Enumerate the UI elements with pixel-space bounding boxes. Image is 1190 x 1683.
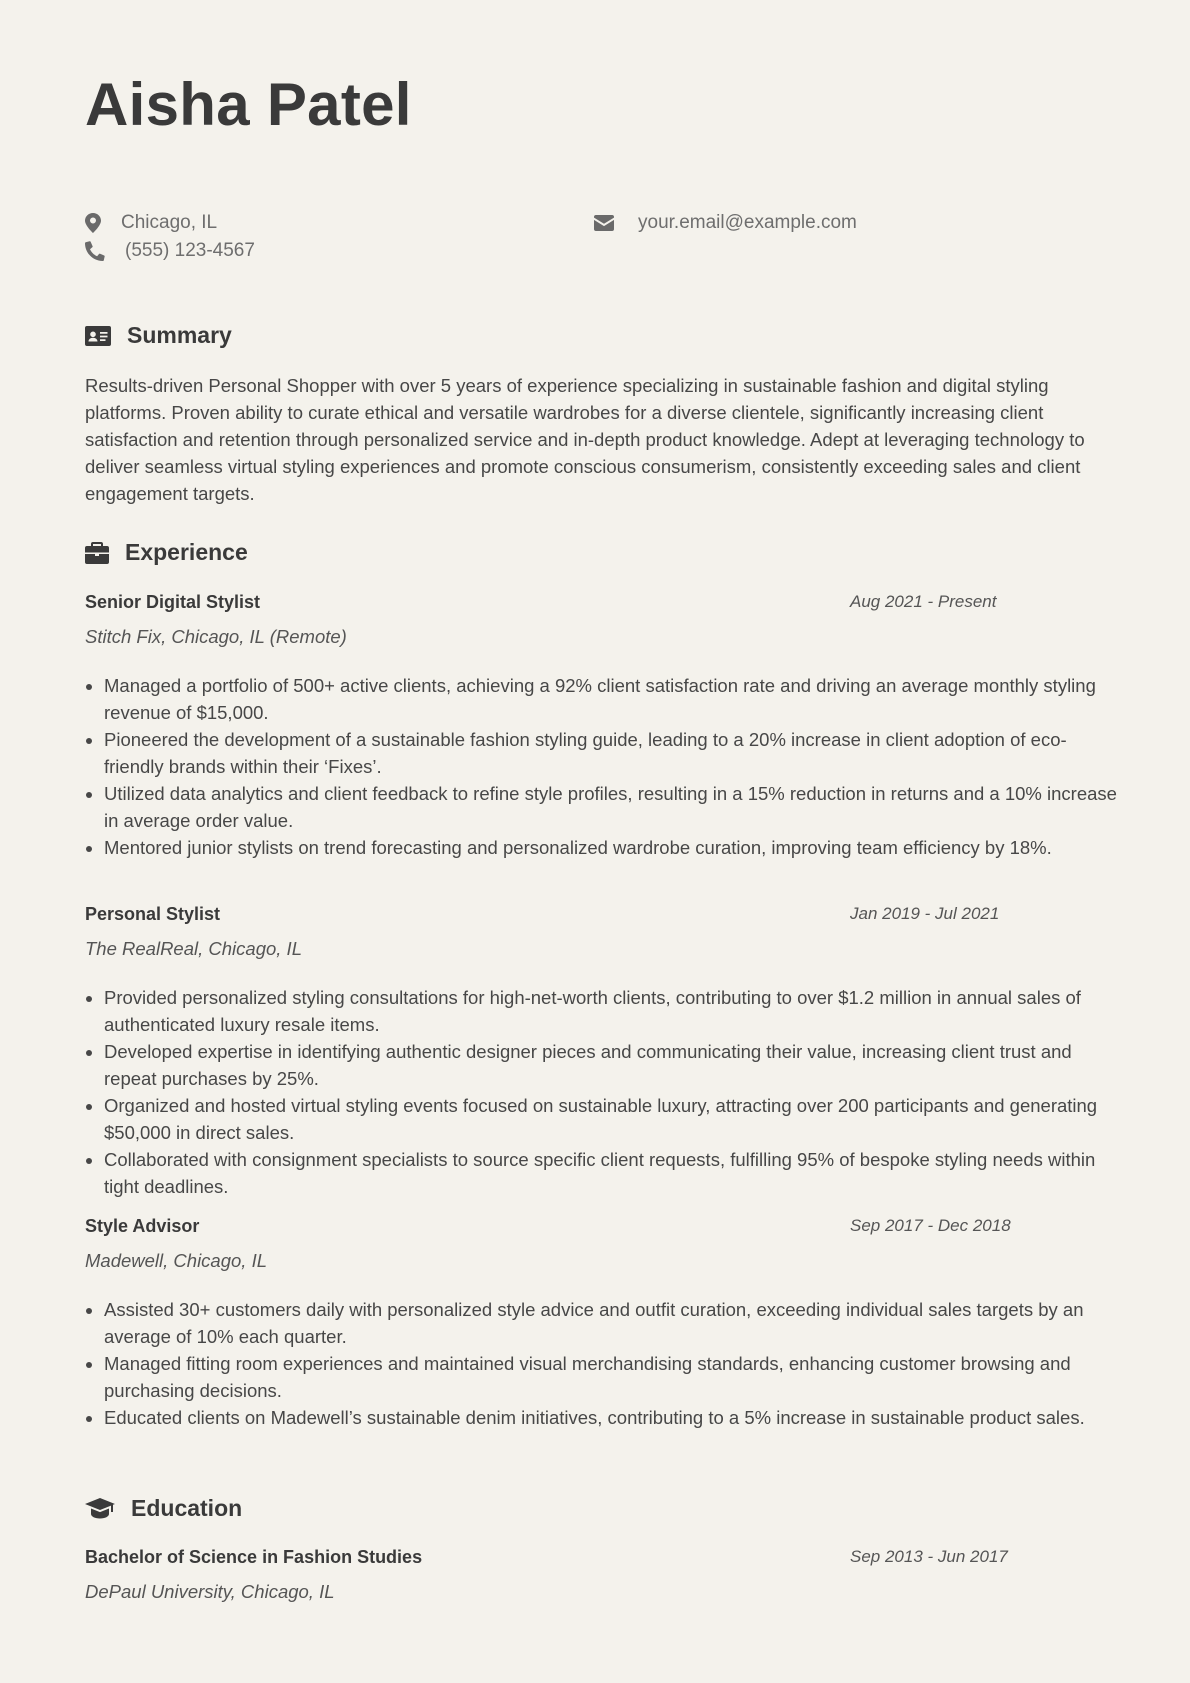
education-dates: Sep 2013 - Jun 2017 bbox=[850, 1547, 1008, 1566]
section-title: Summary bbox=[127, 322, 232, 348]
location-text: Chicago, IL bbox=[121, 212, 218, 233]
contact-location bbox=[85, 212, 217, 234]
list-item: • Utilized data analytics and client feedback to refine style profiles, resulting in a 15% reduction in returns and a 10% increase in average order value. bbox=[104, 780, 1126, 834]
list-item: • Organized and hosted virtual styling events focused on sustainable luxury, attracting over 200 participants and generating $50,000 in direct sales. bbox=[104, 1092, 1126, 1146]
graduation-cap-icon bbox=[85, 1498, 115, 1520]
job-organization: Stitch Fix, Chicago, IL (Remote) bbox=[85, 626, 347, 647]
list-item: • Managed fitting room experiences and maintained visual merchandising standards, enhancing customer browsing and purchasing decisions. bbox=[104, 1350, 1126, 1404]
section-summary-heading bbox=[85, 322, 232, 349]
list-item: • Pioneered the development of a sustainable fashion styling guide, leading to a 20% increase in client adoption of eco-friendly brands within their ‘Fixes’. bbox=[104, 726, 1126, 780]
job-organization: The RealReal, Chicago, IL bbox=[85, 938, 302, 959]
list-item: • Assisted 30+ customers daily with personalized style advice and outfit curation, exceeding individual sales targets by an average of 10% each quarter. bbox=[104, 1296, 1126, 1350]
phone-icon bbox=[85, 241, 105, 261]
section-title: Experience bbox=[125, 539, 248, 565]
job-bullets bbox=[85, 1296, 1126, 1431]
job-dates: Sep 2017 - Dec 2018 bbox=[850, 1216, 1011, 1235]
list-item: • Educated clients on Madewell’s sustainable denim initiatives, contributing to a 5% increase in sustainable product sales. bbox=[104, 1404, 1126, 1431]
list-item: • Collaborated with consignment specialists to source specific client requests, fulfilling 95% of bespoke styling needs within tight deadlines. bbox=[104, 1146, 1126, 1200]
education-degree: Bachelor of Science in Fashion Studies bbox=[85, 1547, 423, 1567]
candidate-name: Aisha Patel bbox=[85, 71, 412, 138]
list-item: • Provided personalized styling consultations for high-net-worth clients, contributing to over $1.2 million in annual sales of authenticated luxury resale items. bbox=[104, 984, 1126, 1038]
section-title: Education bbox=[131, 1495, 243, 1521]
job-bullets bbox=[85, 672, 1126, 861]
phone-text: (555) 123-4567 bbox=[125, 240, 255, 261]
contact-phone bbox=[85, 240, 255, 262]
section-education-heading bbox=[85, 1495, 242, 1522]
section-experience-heading bbox=[85, 539, 248, 566]
education-school: DePaul University, Chicago, IL bbox=[85, 1581, 335, 1602]
list-item: • Developed expertise in identifying authentic designer pieces and communicating their value, increasing client trust and repeat purchases by 25%. bbox=[104, 1038, 1126, 1092]
summary-text: Results-driven Personal Shopper with over 5 years of experience specializing in sustainable fashion and digital styling platforms. Proven ability to curate ethical and versatile wardrobes for a diverse clientele, significantly increasing client satisfaction and retention through personalized service and in-depth product knowledge. Adept at leveraging technology to deliver seamless virtual styling experiences and promote conscious consumerism, consistently exceeding sales and client engagement targets. bbox=[85, 375, 1085, 504]
job-title: Senior Digital Stylist bbox=[85, 592, 261, 612]
job-title: Personal Stylist bbox=[85, 904, 221, 924]
envelope-icon bbox=[594, 215, 614, 231]
contact-email bbox=[594, 212, 857, 234]
id-card-icon bbox=[85, 326, 111, 346]
job-bullets bbox=[85, 984, 1126, 1200]
briefcase-icon bbox=[85, 542, 109, 564]
job-dates: Jan 2019 - Jul 2021 bbox=[850, 904, 1000, 923]
email-text: your.email@example.com bbox=[638, 212, 857, 233]
list-item: • Managed a portfolio of 500+ active clients, achieving a 92% client satisfaction rate and driving an average monthly styling revenue of $15,000. bbox=[104, 672, 1126, 726]
job-organization: Madewell, Chicago, IL bbox=[85, 1250, 268, 1271]
job-dates: Aug 2021 - Present bbox=[850, 592, 997, 611]
job-title: Style Advisor bbox=[85, 1216, 200, 1236]
map-marker-icon bbox=[85, 213, 101, 233]
list-item: • Mentored junior stylists on trend forecasting and personalized wardrobe curation, improving team efficiency by 18%. bbox=[104, 834, 1126, 861]
